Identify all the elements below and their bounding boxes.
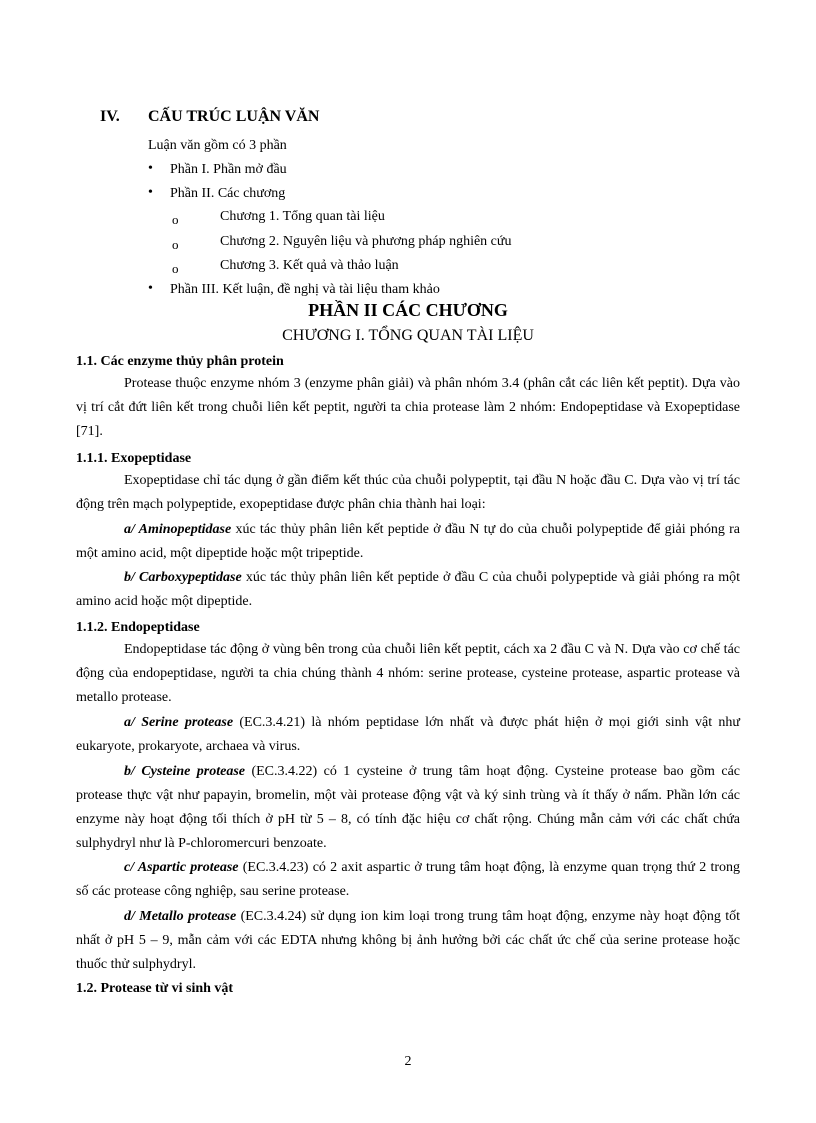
text-metallo-protease: (EC.3.4.24) sử dụng ion kim loại trong trung tâm hoạt động, enzyme này hoạt động tốt nhất ở pH 5 – 9, mẫn cảm với các EDTA nhưng không bị ảnh hưởng bởi các chất ức chế của serine protease hoặc thuốc thử sulphydryl.: [76, 909, 740, 972]
text-carboxypeptidase: xúc tác thủy phân liên kết peptide ở đầu C của chuỗi polypeptide và giải phóng ra một amino acid hoặc một dipeptide.: [76, 570, 741, 609]
text-aminopeptidase: xúc tác thủy phân liên kết peptide ở đầu N tự do của chuỗi polypeptide để giải phóng ra một amino acid, một dipeptide hoặc một tripeptide.: [76, 522, 741, 561]
bullet-icon: •: [148, 161, 153, 176]
text-aspartic-protease: (EC.3.4.23) có 2 axit aspartic ở trung tâm hoạt động, là enzyme quan trọng thứ 2 trong số các protease công nghiệp, sau serine protease.: [76, 860, 741, 899]
term-serine-protease: a/ Serine protease: [124, 715, 234, 730]
heading-1-1-1: 1.1.1. Exopeptidase: [76, 451, 192, 466]
sub-list-item-text: Chương 3. Kết quả và thảo luận: [220, 258, 399, 273]
heading-1-2: 1.2. Protease từ vi sinh vật: [76, 981, 234, 996]
paragraph: Endopeptidase tác động ở vùng bên trong của chuỗi liên kết peptit, cách xa 2 đầu C và N. Dựa vào cơ chế tác động của endopeptidase, người ta chia chúng thành 4 nhóm: serine protease, cysteine protease, aspartic protease và metallo protease.: [76, 642, 740, 705]
sub-list-item-text: Chương 2. Nguyên liệu và phương pháp nghiên cứu: [220, 234, 512, 249]
term-carboxypeptidase: b/ Carboxypeptidase: [124, 570, 242, 585]
page-number: 2: [404, 1054, 412, 1069]
paragraph: Protease thuộc enzyme nhóm 3 (enzyme phân giải) và phân nhóm 3.4 (phân cắt các liên kết peptit). Dựa vào vị trí cắt đứt liên kết trong chuỗi liên kết peptit, người ta chia protease làm 2 nhóm: Endopeptidase và Exopeptidase [71].: [76, 376, 740, 439]
bullet-icon: •: [148, 185, 153, 200]
term-metallo-protease: d/ Metallo protease: [124, 909, 237, 924]
term-aminopeptidase: a/ Aminopeptidase: [124, 522, 232, 537]
paragraph-serine-protease: [76, 711, 740, 759]
paragraph-carboxypeptidase: [76, 566, 740, 614]
list-item-text: Phần II. Các chương: [170, 186, 286, 201]
section-intro: Luận văn gồm có 3 phần: [148, 138, 287, 153]
paragraph-aspartic-protease: [76, 856, 740, 904]
bullet-icon: •: [148, 281, 153, 296]
paragraph-metallo-protease: [76, 905, 740, 977]
chapter-title: CHƯƠNG I. TỔNG QUAN TÀI LIỆU: [282, 327, 534, 344]
section-title: CẤU TRÚC LUẬN VĂN: [148, 108, 320, 125]
paragraph: Exopeptidase chỉ tác dụng ở gần điểm kết thúc của chuỗi polypeptit, tại đầu N hoặc đầu C. Dựa vào vị trí tác động trên mạch polypeptide, exopeptidase được phân chia thành hai loại:: [76, 473, 740, 512]
term-aspartic-protease: c/ Aspartic protease: [124, 860, 239, 875]
sub-list-item-text: Chương 1. Tổng quan tài liệu: [220, 209, 385, 224]
text-serine-protease: (EC.3.4.21) là nhóm peptidase lớn nhất và được phát hiện ở mọi giới sinh vật như eukaryote, prokaryote, archaea và virus.: [76, 715, 740, 754]
heading-1-1: 1.1. Các enzyme thủy phân protein: [76, 354, 284, 369]
list-item-text: Phần III. Kết luận, đề nghị và tài liệu tham khảo: [170, 282, 440, 297]
list-item-text: Phần I. Phần mở đầu: [170, 162, 287, 177]
term-cysteine-protease: b/ Cysteine protease: [124, 764, 245, 779]
section-number: IV.: [100, 108, 120, 125]
paragraph-aminopeptidase: [76, 518, 740, 566]
circle-bullet-icon: o: [172, 237, 179, 252]
circle-bullet-icon: o: [172, 261, 179, 276]
part-title: PHẦN II CÁC CHƯƠNG: [308, 300, 508, 320]
text-cysteine-protease: (EC.3.4.22) có 1 cysteine ở trung tâm hoạt động. Cysteine protease bao gồm các protease thực vật như papayin, bromelin, một vài protease động vật và ký sinh trùng và ít thấy ở nấm. Phần lớn các enzyme này hoạt động tối thích ở pH từ 5 – 8, có tính đặc hiệu cơ chất rộng. Chúng mẫn cảm với các chất chứa sulphydryl như là P-chloromercuri benzoate.: [76, 764, 740, 851]
heading-1-1-2: 1.1.2. Endopeptidase: [76, 620, 200, 635]
circle-bullet-icon: o: [172, 212, 179, 227]
paragraph-cysteine-protease: [76, 760, 740, 856]
